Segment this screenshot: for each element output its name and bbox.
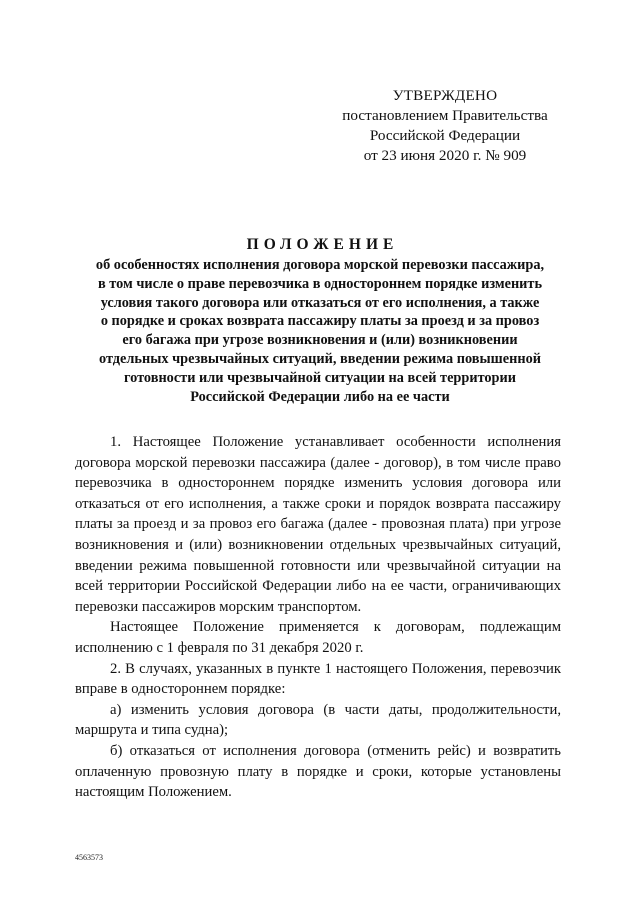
approved-label: УТВЕРЖДЕНО [392, 87, 498, 104]
subtitle-line: отдельных чрезвычайных ситуаций, введении режима повышенной [99, 350, 541, 367]
paragraph-4: а) изменить условия договора (в части даты, продолжительности, маршрута и типа судна); [75, 701, 561, 739]
paragraph-1: 1. Настоящее Положение устанавливает особенности исполнения договора морской перевозки пассажира (далее - договор), в том числе право перевозчика в одностороннем порядке изменить условия договора или отказаться от его исполнения, а также сроки и порядок возврата пассажиру платы за проезд и за провоз его багажа (далее - провозная плата) при угрозе возникновения и (или) возникновении отдельных чрезвычайных ситуаций, введении режима повышенной готовности или чрезвычайной ситуации на всей территории Российской Федерации либо на ее части, ограничивающих перевозки пассажиров морским транспортом. [75, 434, 561, 615]
subtitle-line: об особенностях исполнения договора морской перевозки пассажира, [95, 257, 545, 273]
approval-line-3: от 23 июня 2020 г. № 909 [363, 147, 527, 164]
document-body [75, 432, 561, 803]
paragraph-3: 2. В случаях, указанных в пункте 1 настоящего Положения, перевозчик вправе в одностороннем порядке: [75, 660, 561, 698]
subtitle-line: в том числе о праве перевозчика в одностороннем порядке изменить [98, 275, 542, 292]
document-heading [60, 234, 580, 406]
approval-stamp [330, 86, 560, 166]
subtitle-line: условия такого договора или отказаться от его исполнения, а также [100, 294, 540, 311]
paragraph-2: Настоящее Положение применяется к договорам, подлежащим исполнению с 1 февраля по 31 декабря 2020 г. [75, 619, 561, 656]
subtitle-line: готовности или чрезвычайной ситуации на всей территории [124, 369, 516, 386]
approval-line-1: постановлением Правительства [342, 107, 548, 124]
approval-line-2: Российской Федерации [369, 127, 521, 144]
subtitle-line: Российской Федерации либо на ее части [190, 388, 450, 405]
document-id: 4563573 [75, 853, 103, 862]
subtitle-line: его багажа при угрозе возникновения и (или) возникновении [122, 332, 518, 349]
subtitle-line: о порядке и сроках возврата пассажиру платы за проезд и за провоз [100, 313, 540, 330]
paragraph-5: б) отказаться от исполнения договора (отменить рейс) и возвратить оплаченную провозную плату в порядке и сроки, которые установлены настоящим Положением. [75, 742, 561, 801]
document-title: ПОЛОЖЕНИЕ [246, 236, 399, 253]
